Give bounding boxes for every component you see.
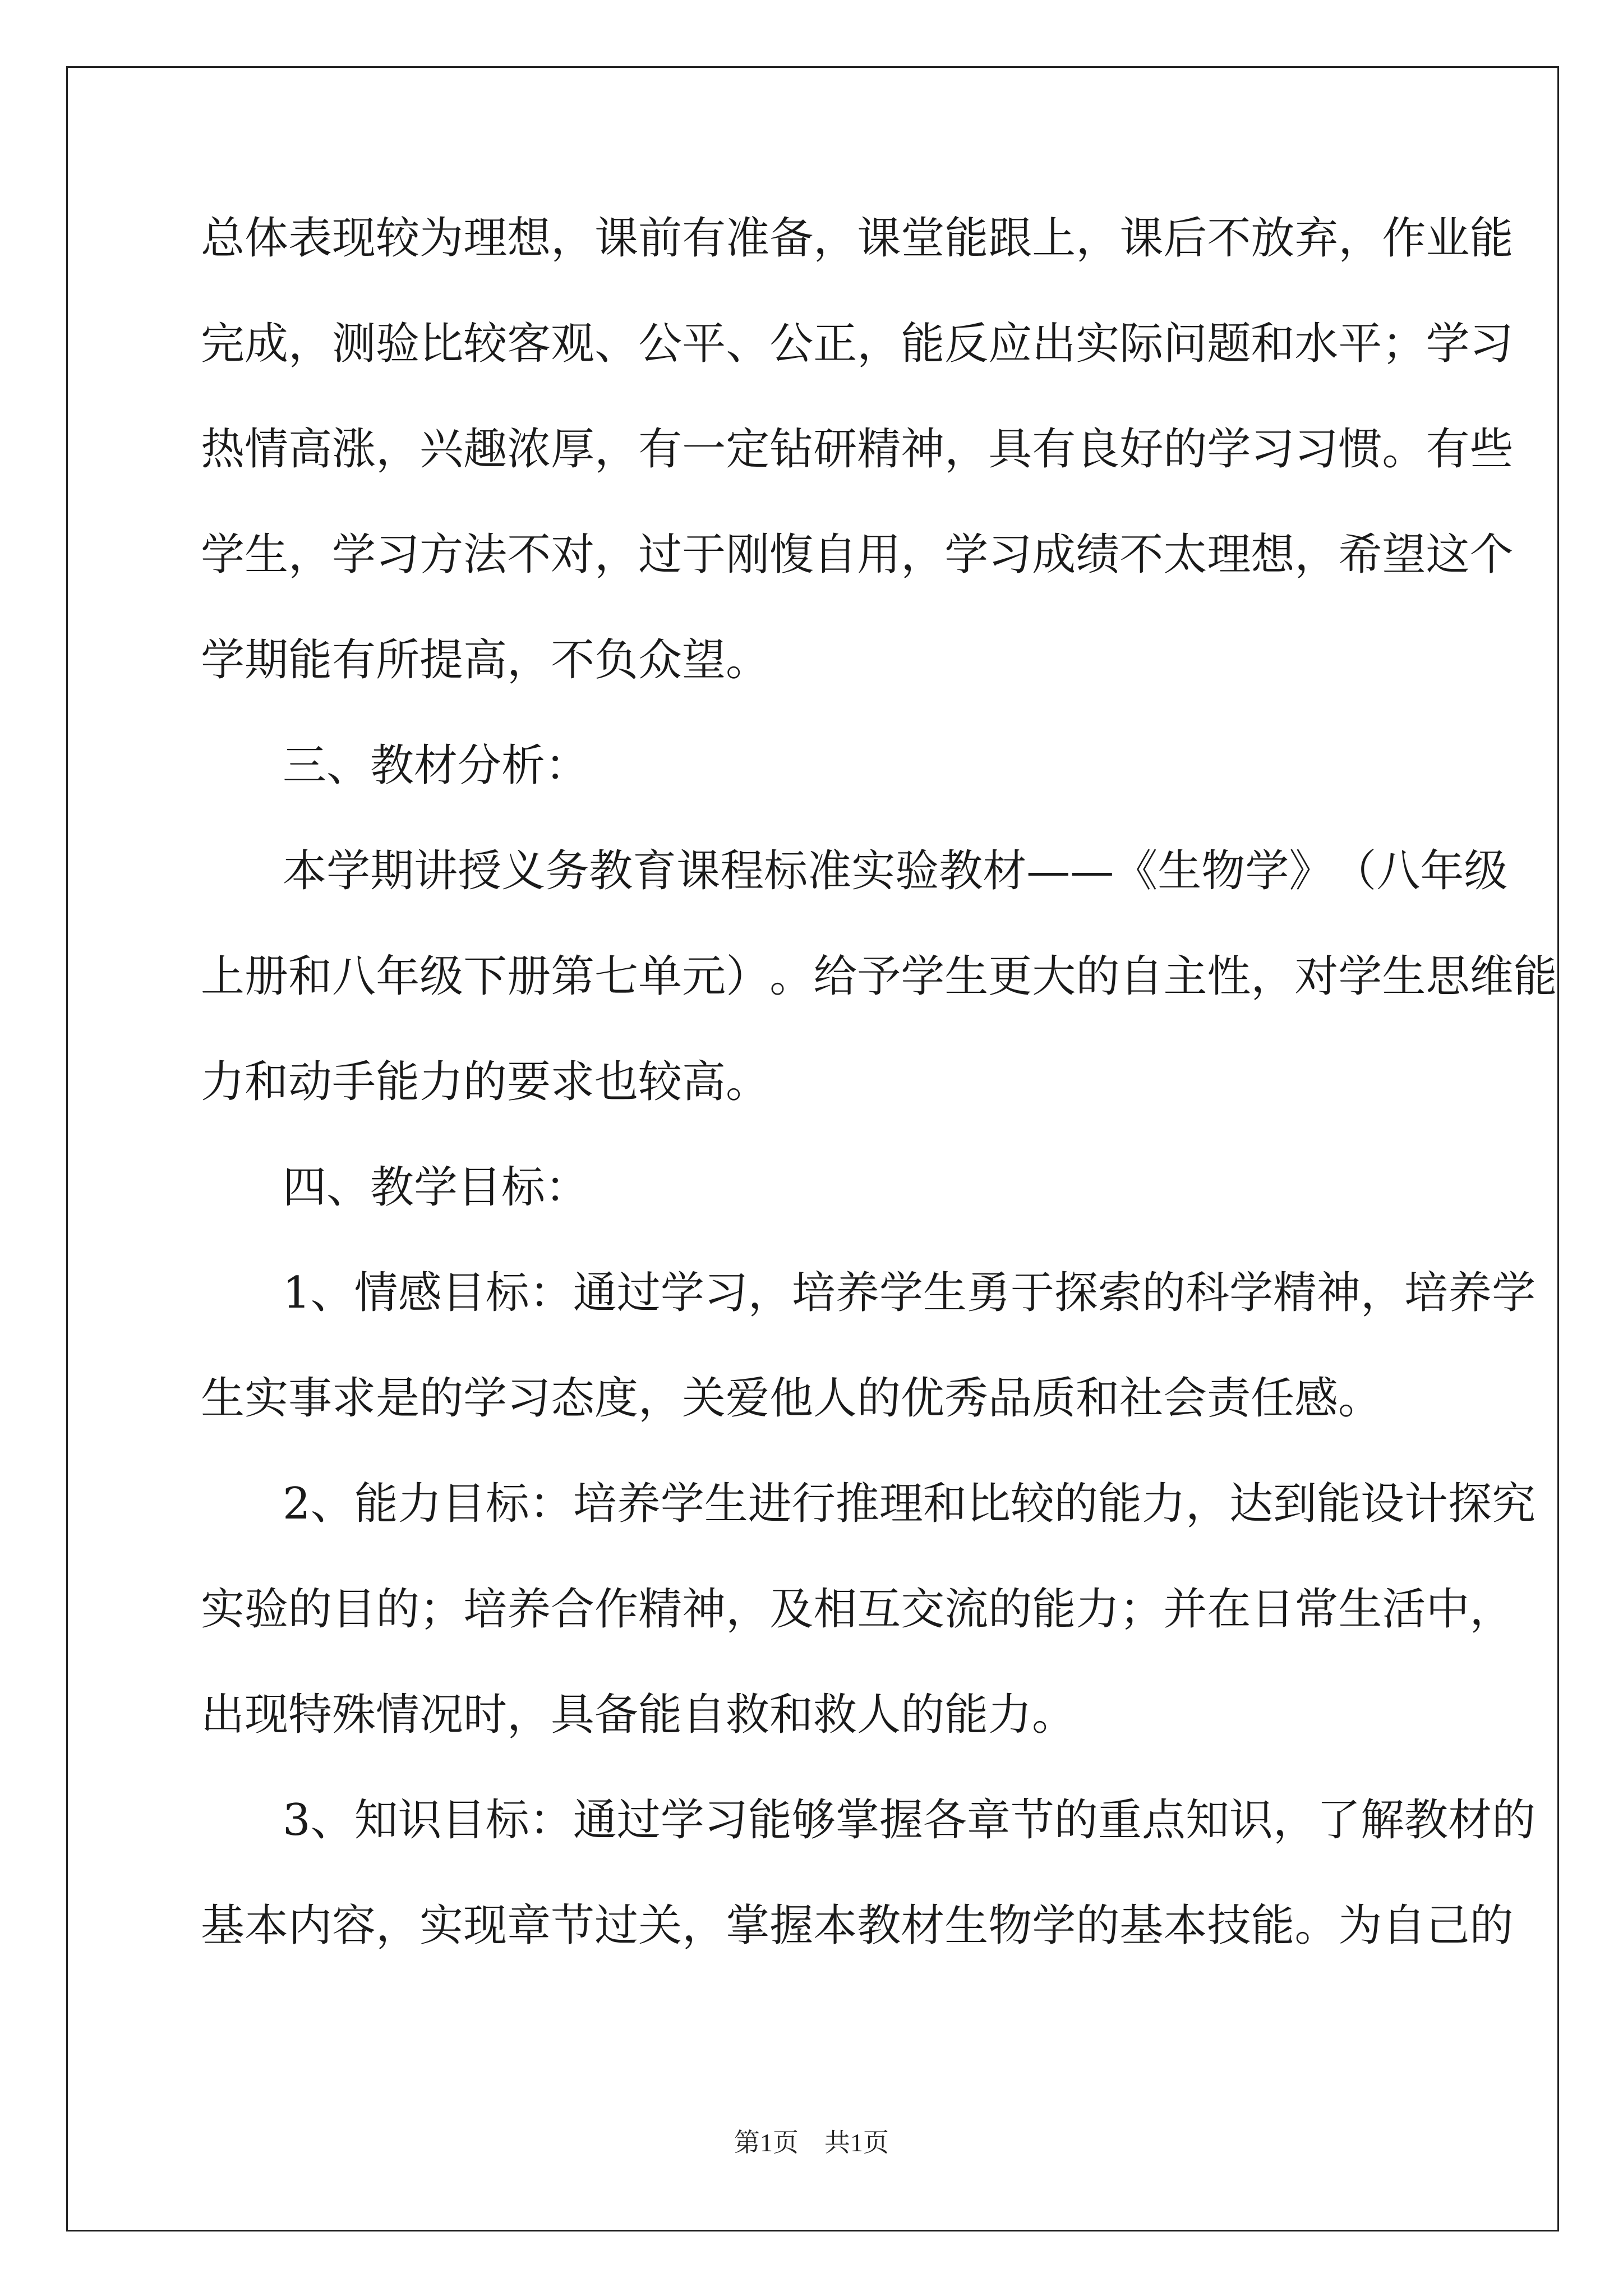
text-line: 上 册 和 八 年 级 下 册 第 七 单 元 ） 。 给 予 学 生 更 大 的 自 主 性 ， 对 学 生 思 维 能 — [201, 951, 1557, 1002]
text-line: 总 体 表 现 较 为 理 想 ， 课 前 有 准 备 ， 课 堂 能 跟 上 ， 课 后 不 放 弃 ， 作 业 能 — [201, 213, 1514, 264]
text-line: 1 、 情 感 目 标 ： 通 过 学 习 ， 培 养 学 生 勇 于 探 索 的 科 学 精 神 ， 培 养 学 — [283, 1268, 1536, 1318]
text-line: 学 生 ， 学 习 方 法 不 对 ， 过 于 刚 愎 自 用 ， 学 习 成 绩 不 太 理 想 ， 希 望 这 个 — [201, 530, 1514, 580]
text-line: 出现特殊情况时，具备能自救和救人的能力。 — [201, 1690, 1076, 1740]
text-line: 力和动手能力的要求也较高。 — [201, 1057, 770, 1107]
text-line: 生实事求是的学习态度，关爱他人的优秀品质和社会责任感。 — [201, 1373, 1382, 1424]
text-line: 完 成 ， 测 验 比 较 客 观 、 公 平 、 公 正 ， 能 反 应 出 实 际 问 题 和 水 平 ； 学 习 — [201, 319, 1514, 369]
text-line: 2 、 能 力 目 标 ： 培 养 学 生 进 行 推 理 和 比 较 的 能 力 ， 达 到 能 设 计 探 究 — [283, 1479, 1536, 1529]
text-line: 3 、 知 识 目 标 ： 通 过 学 习 能 够 掌 握 各 章 节 的 重 点 知 识 ， 了 解 教 材 的 — [283, 1795, 1536, 1846]
text-line: 本 学 期 讲 授 义 务 教 育 课 程 标 准 实 验 教 材 — — 《 生 物 学 》 （ 八 年 级 — [283, 846, 1508, 896]
text-line: 学期能有所提高，不负众望。 — [201, 635, 770, 685]
text-line: 热 情 高 涨 ， 兴 趣 浓 厚 ， 有 一 定 钻 研 精 神 ， 具 有 良 好 的 学 习 习 惯 。 有 些 — [201, 424, 1514, 475]
text-line: 基 本 内 容 ， 实 现 章 节 过 关 ， 掌 握 本 教 材 生 物 学 的 基 本 技 能 。 为 自 己 的 — [201, 1901, 1514, 1951]
text-line: 实 验 的 目 的 ； 培 养 合 作 精 神 ， 及 相 互 交 流 的 能 力 ； 并 在 日 常 生 活 中 ， — [201, 1584, 1514, 1635]
section-heading: 四、教学目标： — [283, 1162, 589, 1213]
page-footer: 第1页 共1页 — [734, 2128, 889, 2157]
section-heading: 三、教材分析： — [283, 740, 589, 791]
